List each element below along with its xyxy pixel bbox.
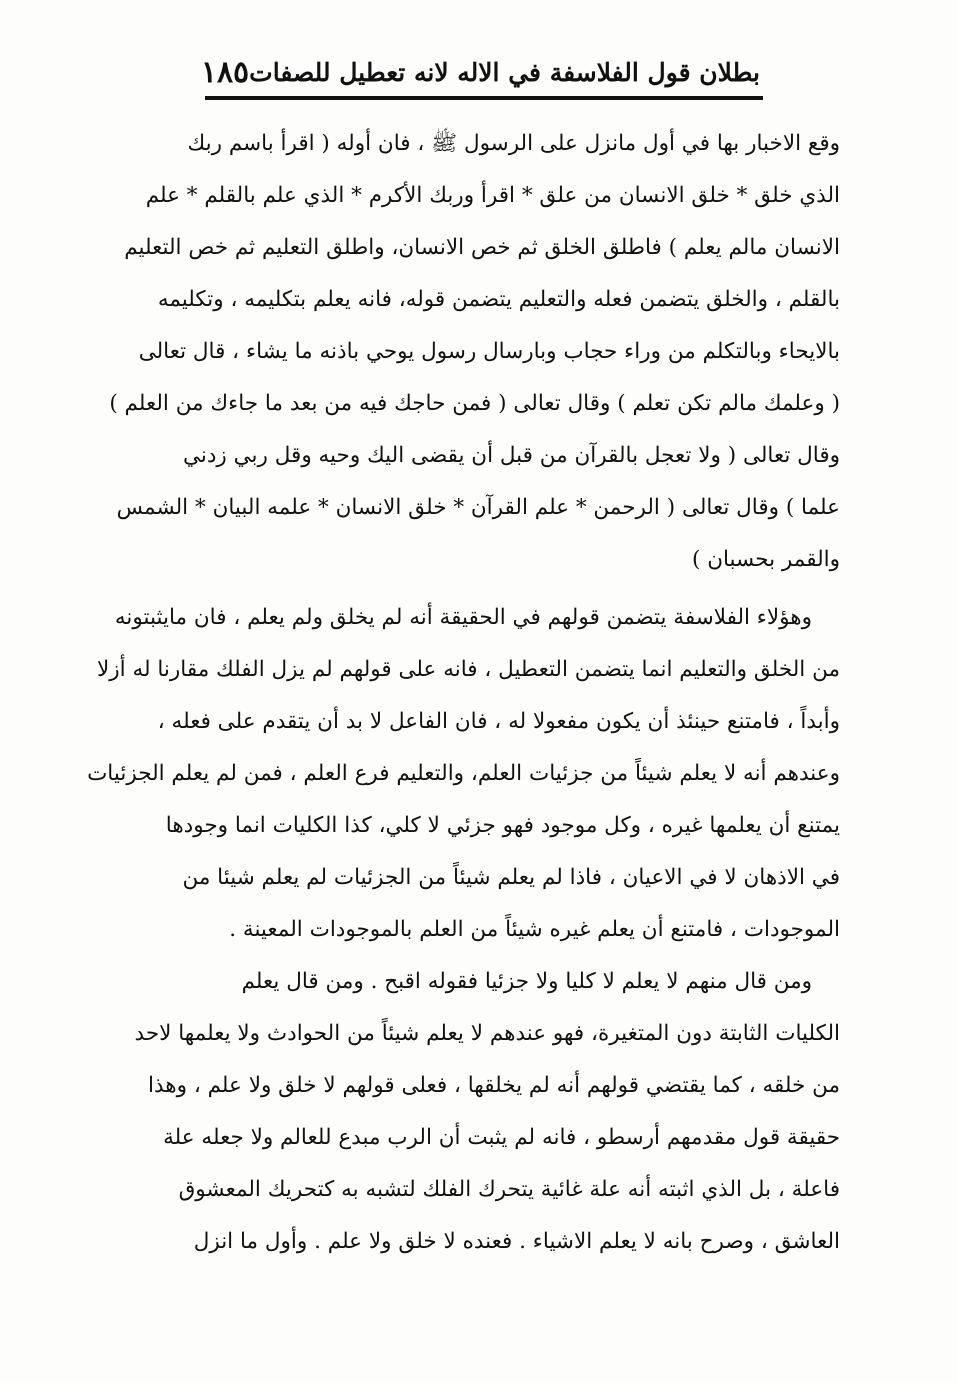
text-line: والقمر بحسبان ): [691, 547, 840, 572]
text-line: يمتنع أن يعلمها غيره ، وكل موجود فهو جزئي لا كلي، كذا الكليات انما وجودها: [165, 813, 840, 838]
paragraph-2: [87, 592, 840, 956]
paragraph-1: [109, 118, 840, 586]
paragraph-3: [134, 956, 840, 1268]
body-text: [87, 118, 840, 1268]
text-line: وقع الاخبار بها في أول مانزل على الرسول ﷺ ، فان أوله ( اقرأ باسم ربك: [187, 131, 840, 156]
text-line: وأبداً ، فامتنع حينئذ أن يكون مفعولا له ، فان الفاعل لا بد أن يتقدم على فعله ،: [157, 709, 840, 734]
text-line: في الاذهان لا في الاعيان ، فاذا لم يعلم شيئاً من الجزئيات لم يعلم شيئا من: [182, 865, 840, 890]
text-line: من خلقه ، كما يقتضي قولهم أنه لم يخلقها ، فعلى قولهم لا خلق ولا علم ، وهذا: [148, 1073, 840, 1098]
header-title: بطلان قول الفلاسفة في الاله لانه تعطيل للصفات: [249, 57, 760, 87]
running-header: [200, 48, 760, 96]
text-line: الكليات الثابتة دون المتغيرة، فهو عندهم لا يعلم شيئاً من الحوادث ولا يعلمها لاحد: [134, 1021, 840, 1046]
text-line: العاشق ، وصرح بانه لا يعلم الاشياء . فعنده لا خلق ولا علم . وأول ما انزل: [193, 1229, 840, 1254]
text-line: وقال تعالى ( ولا تعجل بالقرآن من قبل أن يقضى اليك وحيه وقل ربي زدني: [182, 443, 840, 468]
text-line: ومن قال منهم لا يعلم لا كليا ولا جزئيا فقوله اقبح . ومن قال يعلم: [241, 969, 812, 994]
text-line: بالايحاء وبالتكلم من وراء حجاب وبارسال رسول يوحي باذنه ما يشاء ، قال تعالى: [138, 339, 840, 364]
text-line: من الخلق والتعليم انما يتضمن التعطيل ، فانه على قولهم لم يزل الفلك مقارنا له أزلا: [97, 657, 840, 682]
text-line: الموجودات ، فامتنع أن يعلم غيره شيئاً من العلم بالموجودات المعينة .: [229, 917, 840, 942]
text-line: علما ) وقال تعالى ( الرحمن * علم القرآن * خلق الانسان * علمه البيان * الشمس: [116, 495, 840, 520]
page-number: ١٨٥: [200, 54, 250, 90]
text-line: حقيقة قول مقدمهم أرسطو ، فانه لم يثبت أن الرب مبدع للعالم ولا جعله علة: [163, 1125, 840, 1150]
text-line: الذي خلق * خلق الانسان من علق * اقرأ وربك الأكرم * الذي علم بالقلم * علم: [145, 183, 840, 208]
text-line: بالقلم ، والخلق يتضمن فعله والتعليم يتضمن قوله، فانه يعلم بتكليمه ، وتكليمه: [157, 287, 840, 312]
header-rule: [205, 96, 763, 100]
text-line: ( وعلمك مالم تكن تعلم ) وقال تعالى ( فمن حاجك فيه من بعد ما جاءك من العلم ): [109, 391, 840, 416]
text-line: وعندهم أنه لا يعلم شيئاً من جزئيات العلم، والتعليم فرع العلم ، فمن لم يعلم الجزئيات: [87, 761, 840, 786]
text-line: فاعلة ، بل الذي اثبته أنه علة غائية يتحرك الفلك لتشبه به كتحريك المعشوق: [178, 1177, 840, 1202]
text-line: وهؤلاء الفلاسفة يتضمن قولهم في الحقيقة أنه لم يخلق ولم يعلم ، فان مايثبتونه: [114, 605, 812, 630]
text-line: الانسان مالم يعلم ) فاطلق الخلق ثم خص الانسان، واطلق التعليم ثم خص التعليم: [124, 235, 840, 260]
